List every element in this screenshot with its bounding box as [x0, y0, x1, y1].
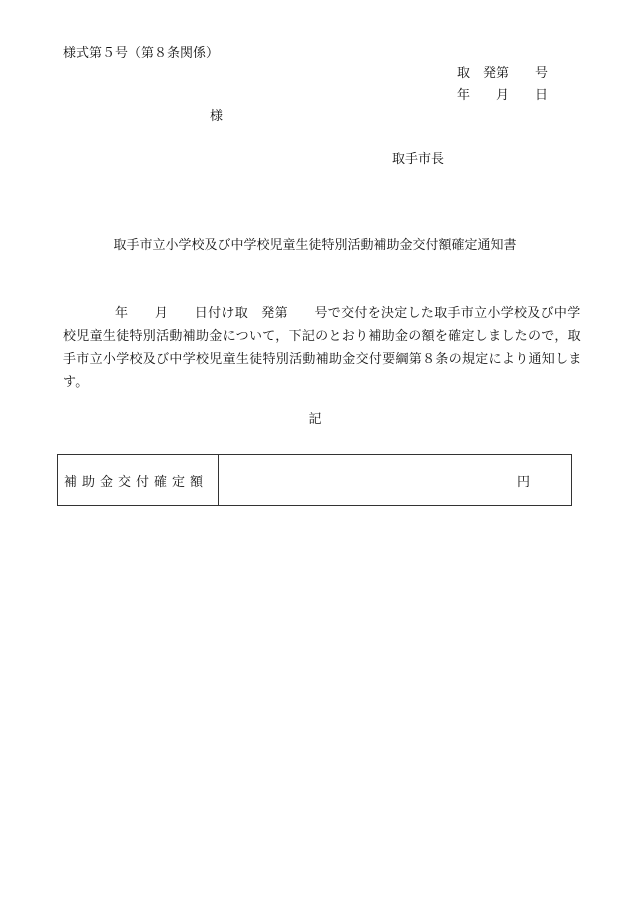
amount-unit: 円 — [517, 475, 531, 490]
issuer-name: 取手市長 — [392, 152, 445, 167]
amount-table — [57, 454, 572, 506]
amount-label: 補助金交付確定額 — [64, 474, 209, 490]
body-paragraph: 年 月 日付け取 発第 号で交付を決定した取手市立小学校及び中学校児童生徒特別活動補助金について，下記のとおり補助金の額を確定しましたので，取手市立小学校及び中学校児童生徒特別活動補助金交付要綱第８条の規定により通知します。 — [63, 306, 582, 390]
recipient-honorific: 様 — [210, 109, 224, 124]
amount-label-cell — [58, 455, 219, 505]
ki-heading: 記 — [308, 412, 322, 427]
form-label: 様式第５号（第８条関係） — [63, 46, 220, 61]
document-date: 年 月 日 — [457, 88, 549, 103]
amount-value-cell — [219, 455, 571, 505]
document-title: 取手市立小学校及び中学校児童生徒特別活動補助金交付額確定通知書 — [113, 238, 517, 253]
document-number: 取 発第 号 — [457, 66, 549, 81]
